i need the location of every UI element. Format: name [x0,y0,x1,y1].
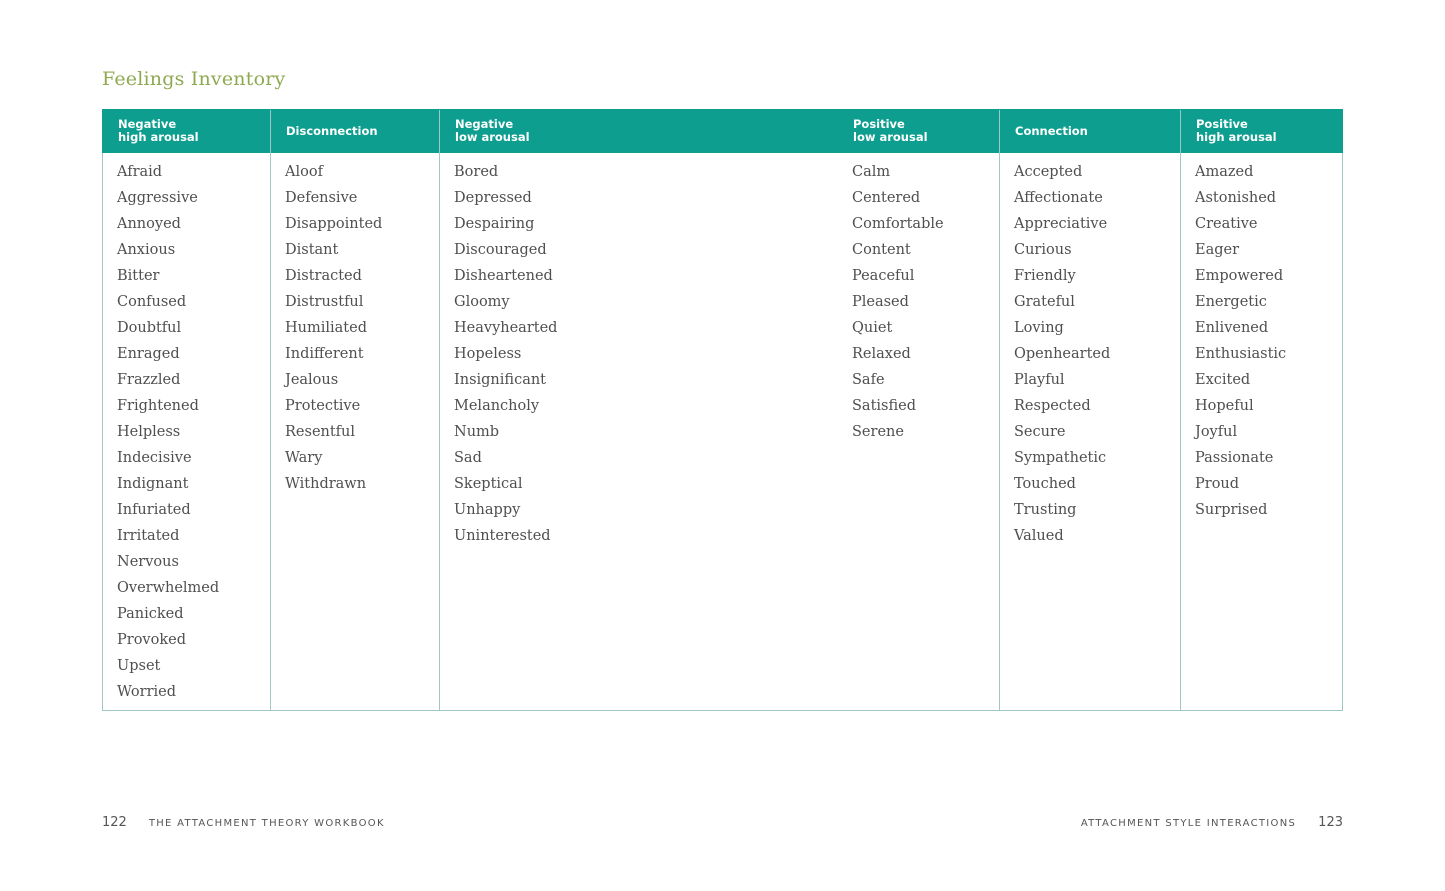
feeling-word: Afraid [117,164,163,180]
feeling-word: Disheartened [454,268,553,284]
feeling-word: Peaceful [852,268,915,284]
feeling-word: Enthusiastic [1195,346,1287,362]
feeling-word: Calm [852,164,891,180]
feeling-word: Loving [1014,320,1064,336]
footer-right [1081,815,1343,830]
feeling-word: Hopeful [1195,398,1254,414]
feeling-word: Content [852,242,911,258]
column-header-label: Positive high arousal [1196,117,1277,144]
feeling-word: Empowered [1195,268,1284,284]
column-header [103,109,270,153]
column-header [1000,109,1181,153]
feeling-word: Curious [1014,242,1072,258]
feelings-inventory-table [102,109,1343,711]
column-header-label: Disconnection [286,123,378,138]
feeling-word: Gloomy [454,294,510,310]
page-number-right: 123 [1318,815,1343,830]
column-connection [999,110,1181,710]
feeling-word: Heavyhearted [454,320,558,336]
feeling-word: Irritated [117,528,180,544]
word-list [1195,159,1286,523]
feeling-word: Trusting [1014,502,1077,518]
column-disconnection [270,110,440,710]
feeling-word: Overwhelmed [117,580,220,596]
feeling-word: Jealous [285,372,339,388]
feeling-word: Skeptical [454,476,523,492]
feeling-word: Panicked [117,606,184,622]
column-positive-high-arousal [1180,110,1343,710]
feeling-word: Melancholy [454,398,540,414]
feeling-word: Eager [1195,242,1240,258]
feeling-word: Defensive [285,190,358,206]
word-list [117,159,219,705]
feeling-word: Grateful [1014,294,1075,310]
feeling-word: Nervous [117,554,179,570]
feeling-word: Anxious [117,242,176,258]
column-header [1181,109,1343,153]
feeling-word: Bitter [117,268,160,284]
feeling-word: Comfortable [852,216,944,232]
column-positive-low-arousal [838,110,999,710]
feeling-word: Respected [1014,398,1091,414]
feeling-word: Friendly [1014,268,1076,284]
feeling-word: Creative [1195,216,1258,232]
page-title: Feelings Inventory [102,68,286,90]
feeling-word: Centered [852,190,921,206]
running-head-right: ATTACHMENT STYLE INTERACTIONS [1080,818,1297,829]
feeling-word: Annoyed [117,216,181,232]
column-header [838,109,999,153]
feeling-word: Worried [117,684,177,700]
feeling-word: Safe [852,372,885,388]
feeling-word: Unhappy [454,502,521,518]
feeling-word: Indifferent [285,346,364,362]
feeling-word: Numb [454,424,500,440]
feeling-word: Withdrawn [285,476,367,492]
word-list [852,159,944,445]
running-head-left: THE ATTACHMENT THEORY WORKBOOK [148,818,385,829]
feeling-word: Aggressive [117,190,198,206]
feeling-word: Proud [1195,476,1240,492]
feeling-word: Confused [117,294,187,310]
feeling-word: Enlivened [1195,320,1269,336]
feeling-word: Amazed [1195,164,1254,180]
feeling-word: Aloof [285,164,323,180]
feeling-word: Infuriated [117,502,191,518]
feeling-word: Indecisive [117,450,192,466]
feeling-word: Humiliated [285,320,367,336]
column-negative-high-arousal [103,110,270,710]
feeling-word: Accepted [1014,164,1083,180]
feeling-word: Doubtful [117,320,182,336]
feeling-word: Secure [1014,424,1066,440]
feeling-word: Valued [1014,528,1064,544]
column-header-label: Negative low arousal [455,117,530,144]
word-list [285,159,382,497]
feeling-word: Serene [852,424,904,440]
feeling-word: Protective [285,398,361,414]
feeling-word: Relaxed [852,346,911,362]
feeling-word: Distant [285,242,339,258]
feeling-word: Disappointed [285,216,383,232]
feeling-word: Frightened [117,398,199,414]
feeling-word: Quiet [852,320,893,336]
feeling-word: Satisfied [852,398,917,414]
feeling-word: Surprised [1195,502,1268,518]
feeling-word: Hopeless [454,346,522,362]
feeling-word: Upset [117,658,161,674]
feeling-word: Despairing [454,216,535,232]
column-header-label: Positive low arousal [853,117,928,144]
feeling-word: Touched [1014,476,1076,492]
feeling-word: Distrustful [285,294,364,310]
feeling-word: Sympathetic [1014,450,1107,466]
column-header [271,109,440,153]
feeling-word: Bored [454,164,499,180]
column-header-label: Connection [1015,123,1088,138]
feeling-word: Helpless [117,424,181,440]
feeling-word: Uninterested [454,528,551,544]
feeling-word: Appreciative [1014,216,1108,232]
feeling-word: Frazzled [117,372,181,388]
page-number-left: 122 [102,815,127,830]
feeling-word: Openhearted [1014,346,1111,362]
feeling-word: Discouraged [454,242,547,258]
feeling-word: Sad [454,450,482,466]
feeling-word: Playful [1014,372,1065,388]
feeling-word: Energetic [1195,294,1267,310]
feeling-word: Excited [1195,372,1251,388]
feeling-word: Joyful [1195,424,1238,440]
feeling-word: Distracted [285,268,362,284]
feeling-word: Insignificant [454,372,547,388]
feeling-word: Pleased [852,294,909,310]
feeling-word: Astonished [1195,190,1277,206]
feeling-word: Resentful [285,424,356,440]
word-list [1014,159,1110,549]
column-header-label: Negative high arousal [118,117,199,144]
feeling-word: Passionate [1195,450,1274,466]
feeling-word: Wary [285,450,323,466]
feeling-word: Depressed [454,190,532,206]
feeling-word: Affectionate [1014,190,1103,206]
footer-left [102,815,385,830]
word-list [454,159,557,549]
feeling-word: Indignant [117,476,189,492]
feeling-word: Provoked [117,632,186,648]
feeling-word: Enraged [117,346,180,362]
